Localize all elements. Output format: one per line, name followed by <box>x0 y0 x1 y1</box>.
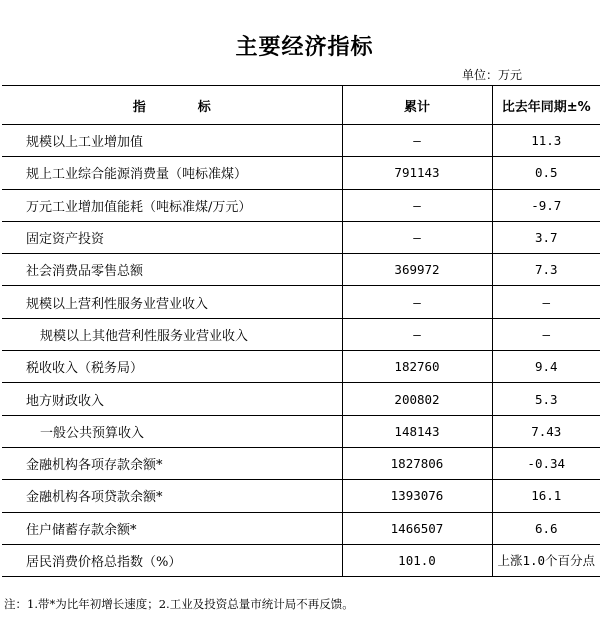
row-value: 148143 <box>342 415 492 447</box>
table-row <box>2 254 600 286</box>
row-name: 居民消费价格总指数（%） <box>2 544 342 576</box>
row-change: 9.4 <box>492 351 600 383</box>
page-title: 主要经济指标 <box>235 35 374 60</box>
header-cumulative: 累计 <box>342 86 492 125</box>
table-row <box>2 544 600 576</box>
table-row <box>2 157 600 189</box>
row-change: — <box>492 286 600 318</box>
row-change: 3.7 <box>492 221 600 253</box>
row-value: 791143 <box>342 157 492 189</box>
table-row <box>2 480 600 512</box>
row-name: 规模以上工业增加值 <box>2 125 342 157</box>
row-change: — <box>492 318 600 350</box>
row-name: 固定资产投资 <box>2 221 342 253</box>
header-indicator: 指 标 <box>2 86 342 125</box>
row-value: — <box>342 189 492 221</box>
row-change: 7.3 <box>492 254 600 286</box>
row-value: — <box>342 125 492 157</box>
row-change: 上涨1.0个百分点 <box>492 544 600 576</box>
row-value: 200802 <box>342 383 492 415</box>
row-name: 规模以上其他营利性服务业营业收入 <box>2 318 342 350</box>
row-change: -0.34 <box>492 447 600 479</box>
row-change: 0.5 <box>492 157 600 189</box>
row-change: 16.1 <box>492 480 600 512</box>
row-change: 6.6 <box>492 512 600 544</box>
header-yoy: 比去年同期±% <box>492 86 600 125</box>
row-name: 金融机构各项贷款余额* <box>2 480 342 512</box>
table-row <box>2 383 600 415</box>
indicators-table <box>2 85 600 577</box>
row-name: 万元工业增加值能耗（吨标准煤/万元） <box>2 189 342 221</box>
table-row <box>2 512 600 544</box>
row-change: 5.3 <box>492 383 600 415</box>
row-value: — <box>342 221 492 253</box>
row-name: 规模以上营利性服务业营业收入 <box>2 286 342 318</box>
table-row <box>2 221 600 253</box>
row-value: 182760 <box>342 351 492 383</box>
row-name: 地方财政收入 <box>2 383 342 415</box>
row-name: 税收收入（税务局） <box>2 351 342 383</box>
table-row <box>2 189 600 221</box>
row-change: 11.3 <box>492 125 600 157</box>
table-row <box>2 286 600 318</box>
table-header-row <box>2 86 600 125</box>
row-value: 1466507 <box>342 512 492 544</box>
row-name: 住户储蓄存款余额* <box>2 512 342 544</box>
unit-label: 单位：万元 <box>462 68 523 82</box>
table-row <box>2 125 600 157</box>
table-row <box>2 351 600 383</box>
row-name: 规上工业综合能源消费量（吨标准煤） <box>2 157 342 189</box>
row-value: 369972 <box>342 254 492 286</box>
footnote: 注：1.带*为比年初增长速度；2.工业及投资总量市统计局不再反馈。 <box>4 597 354 611</box>
table-row <box>2 447 600 479</box>
table-row <box>2 415 600 447</box>
row-name: 一般公共预算收入 <box>2 415 342 447</box>
row-name: 金融机构各项存款余额* <box>2 447 342 479</box>
row-change: -9.7 <box>492 189 600 221</box>
row-value: — <box>342 286 492 318</box>
row-name: 社会消费品零售总额 <box>2 254 342 286</box>
row-change: 7.43 <box>492 415 600 447</box>
row-value: — <box>342 318 492 350</box>
row-value: 1827806 <box>342 447 492 479</box>
row-value: 101.0 <box>342 544 492 576</box>
table-row <box>2 318 600 350</box>
row-value: 1393076 <box>342 480 492 512</box>
